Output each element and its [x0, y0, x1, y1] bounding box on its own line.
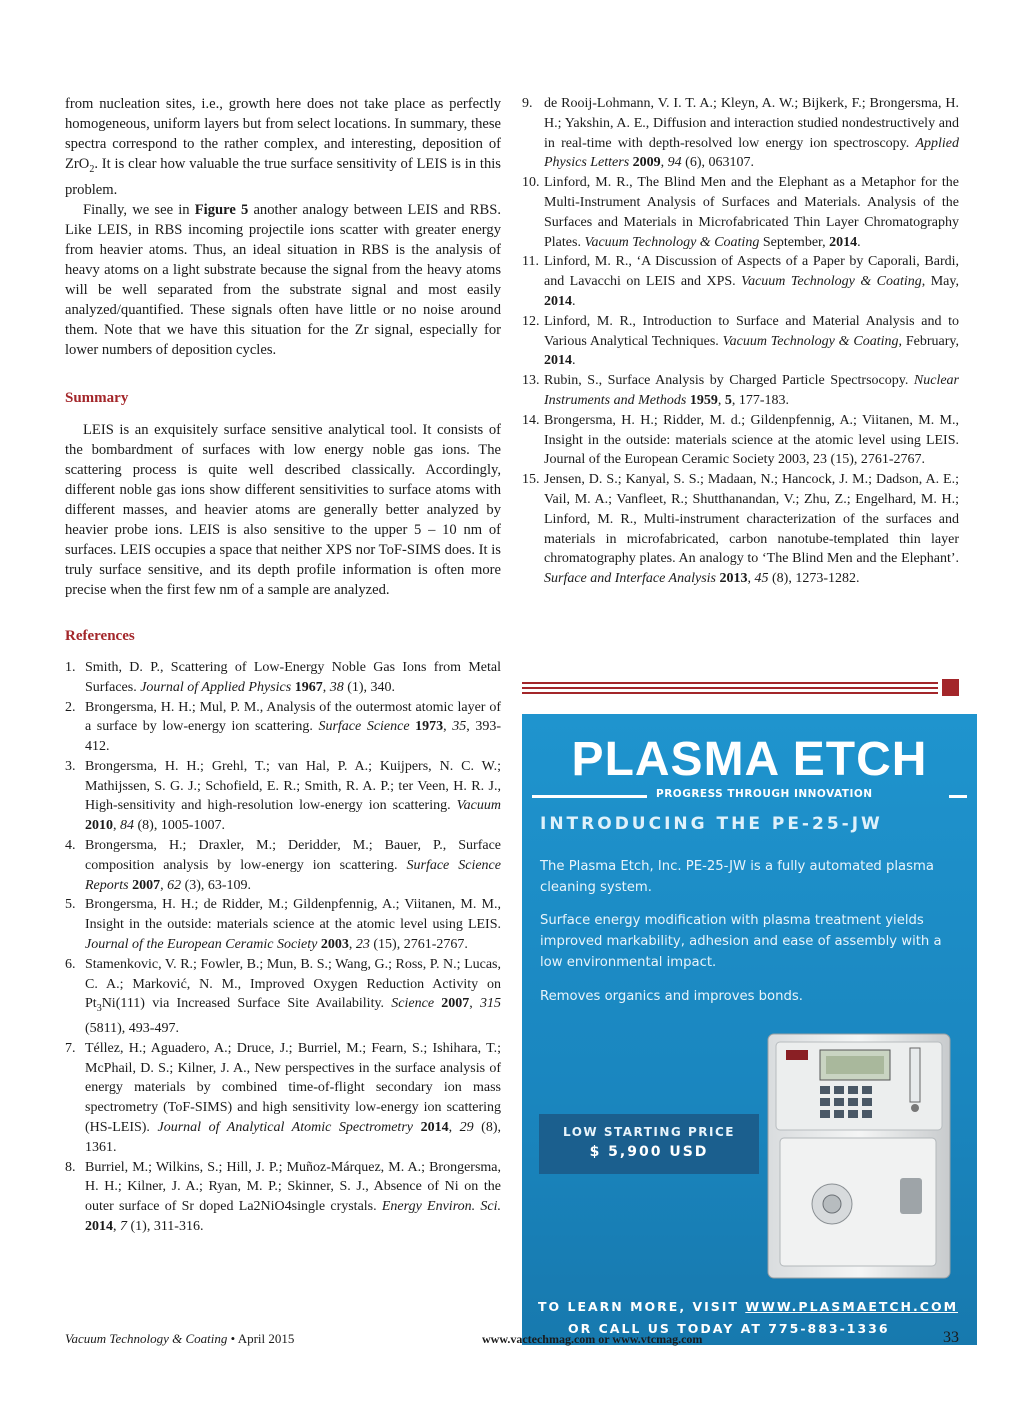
- ad-tagline-row: [532, 788, 967, 804]
- right-column: [522, 94, 959, 589]
- ad-website-link[interactable]: WWW.PLASMAETCH.COM: [745, 1299, 959, 1314]
- plasma-cleaner-machine-image: [750, 1028, 955, 1284]
- reference-item: 3. Brongersma, H. H.; Grehl, T.; van Hal, P. A.; Kuijpers, N. C. W.; Mathijssen, S. G. J.; Schofield, E. R.; Smith, R. A. P.; ter Veen, H. R. J., High-sensitivity and high-resolution low-energy ion scattering. Vacuum 2010, 84 (8), 1005-1007.: [65, 758, 501, 834]
- ad-tagline: PROGRESS THROUGH INNOVATION: [656, 788, 873, 800]
- ad-price-box: [539, 1114, 759, 1174]
- ad-price-label: LOW STARTING PRICE: [563, 1125, 735, 1139]
- ad-body-3: Removes organics and improves bonds.: [540, 989, 803, 1004]
- footer-date: April 2015: [237, 1331, 295, 1346]
- figure-reference: Figure 5: [194, 201, 249, 218]
- ad-price-value: $ 5,900 USD: [589, 1144, 709, 1160]
- divider-square-icon: [942, 679, 959, 696]
- ad-body-1: The Plasma Etch, Inc. PE-25-JW is a fully automated plasma cleaning system.: [540, 859, 934, 895]
- ad-cta-phone[interactable]: OR CALL US TODAY AT 775-883-1336: [568, 1321, 890, 1336]
- footer-urls[interactable]: www.vactechmag.com or www.vtcmag.com: [482, 1332, 703, 1346]
- reference-item: 14. Brongersma, H. H.; Ridder, M. d.; Gildenpfennig, A.; Viitanen, M. M., Insight in the outside: materials science at the atomic level using LEIS. Journal of the European Ceramic Society 2003, 23 (15), 2761-2767.: [522, 412, 959, 468]
- reference-item: 11. Linford, M. R., ‘A Discussion of Aspects of a Paper by Caporali, Bardi, and Lavacchi on LEIS and XPS. Vacuum Technology & Coating, May, 2014.: [522, 254, 959, 309]
- ad-cta-visit: TO LEARN MORE, VISIT WWW.PLASMAETCH.COM: [538, 1299, 959, 1314]
- reference-list-left: [65, 658, 501, 1237]
- reference-item: 13. Rubin, S., Surface Analysis by Charged Particle Spectrsocopy. Nuclear Instruments and Methods 1959, 5, 177-183.: [522, 373, 959, 408]
- ad-brand-logo: PLASMA ETCH: [571, 733, 928, 786]
- reference-list-right: [522, 94, 959, 589]
- summary-paragraph: LEIS is an exquisitely surface sensitive analytical tool. It consists of the bombardment of surfaces with low energy noble gas ions. The scattering process is quite well described classically. Accordingly, different noble gas ions show different sensitivities to surface atoms with different masses, and heavier atoms are generally better analyzed by heavier probe ions. LEIS is also sensitive to the upper 5 – 10 nm of surfaces. LEIS occupies a space that neither XPS nor ToF-SIMS does. It is truly surface sensitive, and its depth profile information is often more precise when the first few nm of a sample are analyzed.: [65, 421, 501, 598]
- references-heading: References: [65, 627, 135, 644]
- reference-item: 8. Burriel, M.; Wilkins, S.; Hill, J. P.; Muñoz-Márquez, M. A.; Brongersma, H. H.; Kilner, J. A.; Ryan, M. P.; Skinner, S. J., Absence of Ni on the outer surface of Sr doped La2NiO4single crystals. Energy Environ. Sci. 2014, 7 (1), 311-316.: [65, 1159, 501, 1235]
- section-divider: [522, 679, 959, 695]
- ad-headline: INTRODUCING THE PE-25-JW: [540, 814, 883, 834]
- body-paragraph-2: Finally, we see in Figure 5 another analogy between LEIS and RBS. Like LEIS, in RBS incoming projectile ions scatter with greater energy from heavier atoms. Thus, an ideal situation in RBS is the analysis of heavy atoms on a light substrate because the signal from the heavy atoms will be well separated from the substrate signal and most easily analyzed/quantified. These signals often have little or no noise around them. Note that we have this situation for the Zr signal, especially for lower numbers of deposition cycles.: [65, 201, 501, 358]
- reference-item: 1. Smith, D. P., Scattering of Low-Energy Noble Gas Ions from Metal Surfaces. Journal of Applied Physics 1967, 38 (1), 340.: [65, 659, 501, 695]
- page-number: 33: [943, 1329, 959, 1346]
- reference-item: 10. Linford, M. R., The Blind Men and the Elephant as a Metaphor for the Multi-Instrument Analysis of Surfaces and Materials. Analysis of the Surfaces and Materials in Microfabricated Thin Layer Chromatography Plates. Vacuum Technology & Coating September, 2014.: [522, 175, 959, 250]
- left-column: [65, 94, 501, 1237]
- reference-item: 12. Linford, M. R., Introduction to Surface and Material Analysis and to Various Analytical Techniques. Vacuum Technology & Coating, February, 2014.: [522, 313, 959, 369]
- reference-item: 7. Téllez, H.; Aguadero, A.; Druce, J.; Burriel, M.; Fearn, S.; Ishihara, T.; McPhail, D. S.; Kilner, J. A., New perspectives in the surface analysis of energy materials by combined time-of-flight secondary ion mass spectrometry (ToF-SIMS) and high sensitivity low-energy ion scattering (HS-LEIS). Journal of Analytical Atomic Spectrometry 2014, 29 (8), 1361.: [65, 1040, 502, 1155]
- reference-item: 9. de Rooij-Lohmann, V. I. T. A.; Kleyn, A. W.; Bijkerk, F.; Brongersma, H. H.; Yakshin, A. E., Diffusion and interaction studied nondestructively and in real-time with depth-resolved low energy ion spectroscopy. Applied Physics Letters 2009, 94 (6), 063107.: [522, 96, 959, 171]
- reference-item: 6. Stamenkovic, V. R.; Fowler, B.; Mun, B. S.; Wang, G.; Ross, P. N.; Lucas, C. A.; Marković, N. M., Improved Oxygen Reduction Activity on $Pt_3Ni(111)$ via Increased Surface Site Availability. Science 2007, 315 (5811), 493-497.: [65, 956, 502, 1037]
- reference-item: 4. Brongersma, H.; Draxler, M.; Deridder, M.; Bauer, P., Surface composition analysis by low-energy ion scattering. Surface Science Reports 2007, 62 (3), 63-109.: [65, 838, 501, 893]
- ad-body-2: Surface energy modification with plasma treatment yields improved markability, adhesion and ease of assembly with a low environmental impact.: [540, 913, 942, 970]
- plasma-etch-advertisement[interactable]: [522, 714, 977, 1345]
- reference-item: 15. Jensen, D. S.; Kanyal, S. S.; Madaan, N.; Hancock, J. M.; Dadson, A. E.; Vail, M. A.; Vanfleet, R.; Shutthanandan, V.; Zhu, Z.; Engelhard, M. H.; Linford, M. R., Multi-instrument characterization of the surfaces and materials in microfabricated, carbon nanotube-templated thin layer chromatography plates. An analogy to ‘The Blind Men and the Elephant’. Surface and Interface Analysis 2013, 45 (8), 1273-1282.: [522, 472, 959, 587]
- summary-heading: Summary: [65, 389, 129, 406]
- reference-item: 2. Brongersma, H. H.; Mul, P. M., Analysis of the outermost atomic layer of a surface by low-energy ion scattering. Surface Science 1973, 35, 393-412.: [65, 699, 502, 755]
- reference-item: 5. Brongersma, H. H.; de Ridder, M.; Gildenpfennig, A.; Viitanen, M. M., Insight in the outside: materials science at the atomic level using LEIS. Journal of the European Ceramic Society 2003, 23 (15), 2761-2767.: [65, 897, 501, 953]
- body-paragraph-1: from nucleation sites, i.e., growth here does not take place as perfectly homogeneous, uniform layers but from select locations. In summary, these spectra correspond to the rather complex, and interesting, deposition of ZrO$_2$. It is clear how valuable the true surface sensitivity of LEIS is in this problem.: [65, 96, 501, 198]
- footer-journal: Vacuum Technology & Coating • April 2015: [65, 1331, 295, 1346]
